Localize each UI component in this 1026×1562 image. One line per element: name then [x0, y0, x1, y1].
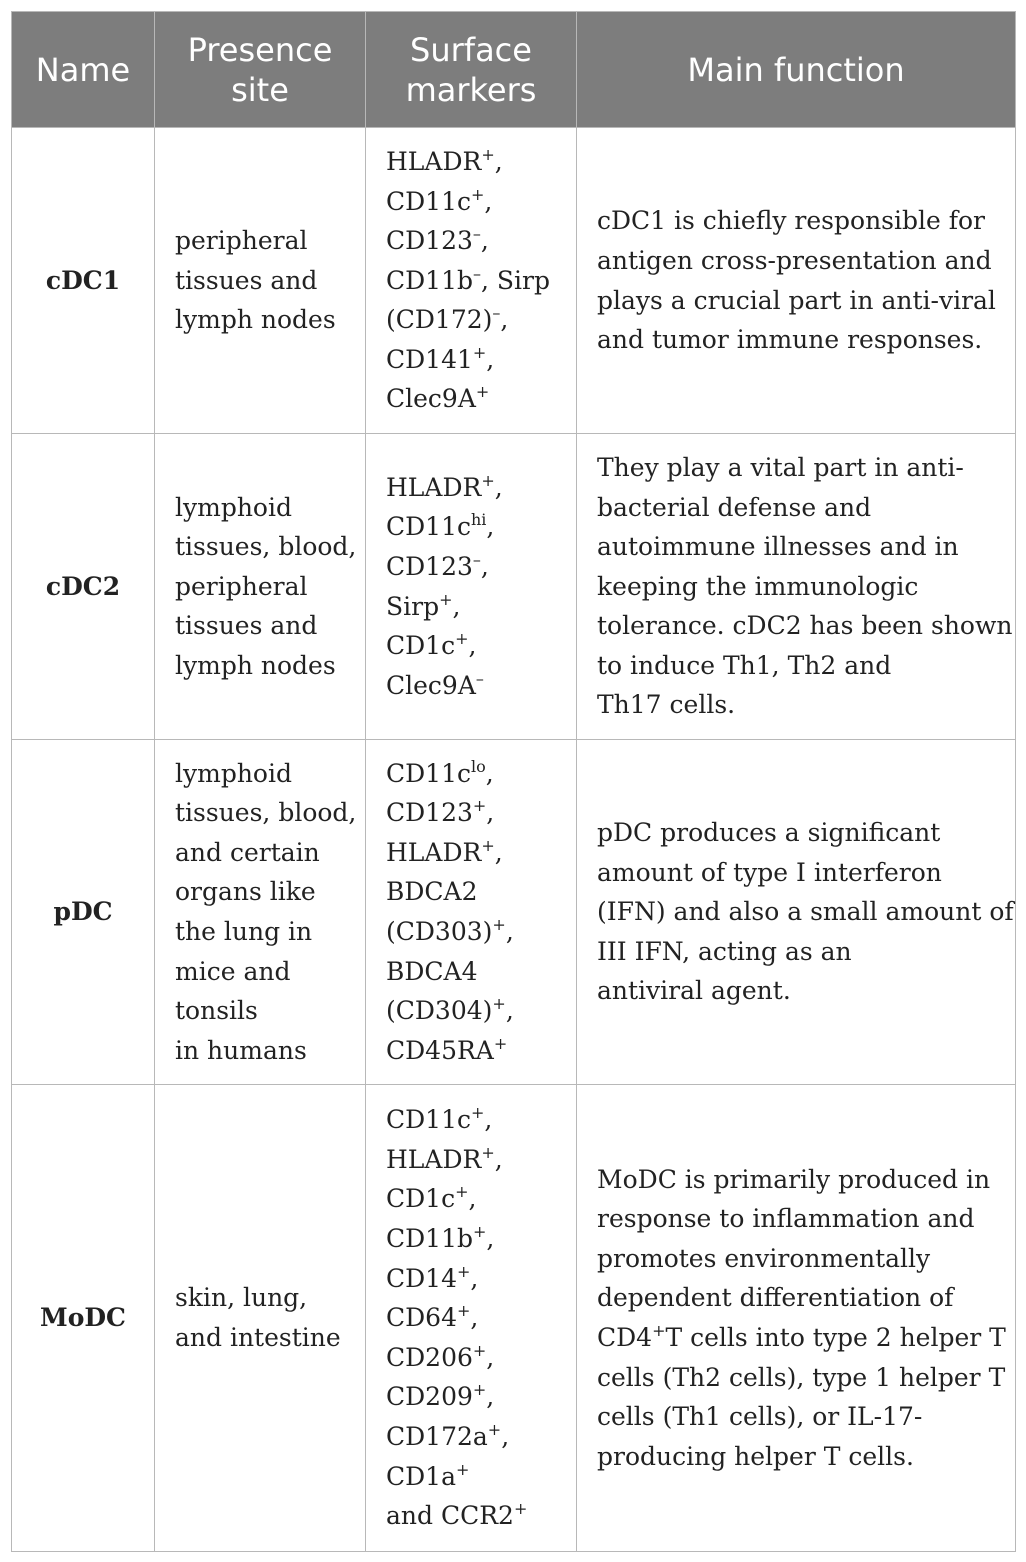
superscript: + [455, 1182, 469, 1202]
cell-line: CD209+, [386, 1380, 495, 1412]
cell-surface-markers [366, 1085, 577, 1552]
cell-surface-markers [366, 740, 577, 1085]
superscript: + [473, 1222, 487, 1242]
cell-line: CD123+, [386, 796, 495, 828]
cell-line: CD1a+ [386, 1459, 470, 1491]
cell-line: CD141+, [386, 342, 495, 374]
cell-line: CD45RA+ [386, 1033, 508, 1065]
cell-line: plays a crucial part in anti-viral [597, 285, 996, 315]
cell-line: CD4+T cells into type 2 helper T [597, 1321, 1006, 1352]
table-row [12, 128, 1016, 434]
cell-line: lymphoid [175, 492, 292, 522]
table-row [12, 1085, 1016, 1552]
cell-line: bacterial defense and [597, 492, 872, 522]
cell-line: CD172a+, [386, 1419, 510, 1451]
cell-name: MoDC [12, 1085, 155, 1552]
cell-line: cells (Th1 cells), or IL-17- [597, 1402, 923, 1432]
cell-line: cDC1 is chiefly responsible for [597, 206, 985, 236]
cell-line: and certain [175, 837, 320, 867]
cell-name: cDC2 [12, 434, 155, 740]
cell-line: HLADR+, [386, 144, 503, 176]
header-main-function [577, 12, 1016, 128]
cell-main-function [577, 434, 1016, 740]
cell-line: They play a vital part in anti- [597, 452, 964, 482]
cell-line: Sirp+, [386, 589, 461, 621]
superscript: + [481, 1142, 495, 1162]
superscript: – [475, 668, 484, 688]
header-surface-markers [366, 12, 577, 128]
cell-line: HLADR+, [386, 470, 503, 502]
cell-line: Clec9A+ [386, 382, 490, 414]
cell-line: CD123–, [386, 224, 489, 256]
superscript: + [492, 994, 506, 1014]
cell-line: CD1c+, [386, 1182, 477, 1214]
cell-line: Presence [187, 30, 333, 69]
cell-line: keeping the immunologic [597, 571, 919, 601]
superscript: + [472, 1340, 487, 1360]
cell-line: Main function [687, 50, 905, 89]
cell-line: producing helper T cells. [597, 1441, 914, 1471]
cell-line: CD123–, [386, 549, 489, 581]
cell-surface-markers [366, 128, 577, 434]
cell-name: pDC [12, 740, 155, 1085]
superscript: + [481, 835, 495, 855]
cell-name: cDC1 [12, 128, 155, 434]
cell-line: HLADR+, [386, 835, 503, 867]
superscript: + [472, 1380, 487, 1400]
cell-line: CD11c+, [386, 184, 493, 216]
cell-line: Clec9A– [386, 668, 484, 700]
cell-line: tolerance. cDC2 has been shown [597, 611, 1013, 641]
cell-line: markers [405, 70, 537, 109]
cell-line: CD11b–, Sirp [386, 263, 550, 295]
cell-line: dependent differentiation of [597, 1283, 954, 1313]
superscript: + [472, 342, 487, 362]
cell-line: promotes environmentally [597, 1243, 931, 1273]
header-name [12, 12, 155, 128]
cell-line: lymphoid [175, 758, 292, 788]
superscript: + [652, 1321, 666, 1340]
cell-line: pDC produces a significant [597, 818, 941, 848]
cell-line: MoDC is primarily produced in [597, 1164, 991, 1194]
cell-line: CD14+, [386, 1261, 479, 1293]
cell-line: tissues and [175, 611, 318, 641]
cell-line: the lung in [175, 917, 313, 946]
cell-line: antigen cross-presentation and [597, 245, 992, 275]
cell-line: organs like [175, 877, 316, 907]
cell-line: to induce Th1, Th2 and [597, 650, 892, 680]
superscript: + [471, 184, 485, 204]
superscript: – [473, 263, 481, 283]
cell-main-function [577, 740, 1016, 1085]
cell-line: Th17 cells. [597, 690, 736, 720]
cell-line: (CD304)+, [386, 994, 514, 1026]
cell-main-function [577, 1085, 1016, 1552]
cell-presence-site [155, 740, 366, 1085]
cell-line: Name [35, 50, 131, 89]
cell-line: HLADR+, [386, 1142, 503, 1174]
cell-line: peripheral [175, 571, 308, 601]
cell-line: antiviral agent. [597, 976, 791, 1006]
cell-line: response to inflammation and [597, 1204, 975, 1234]
cell-presence-site [155, 1085, 366, 1552]
cell-line: CD1c+, [386, 629, 477, 661]
superscript: + [455, 1459, 470, 1479]
cell-line: peripheral [175, 226, 308, 256]
superscript: + [513, 1499, 528, 1519]
table-row [12, 740, 1016, 1085]
superscript: + [481, 144, 495, 164]
cell-line: (IFN) and also a small amount of [597, 897, 1014, 927]
cell-line: tissues and [175, 265, 318, 295]
superscript: + [481, 470, 495, 490]
superscript: – [472, 549, 481, 569]
cell-line: in humans [175, 1035, 307, 1065]
cell-line: and intestine [175, 1323, 341, 1352]
superscript: – [472, 224, 481, 244]
cell-line: tissues, blood, [175, 532, 357, 562]
cell-line: skin, lung, [175, 1283, 308, 1313]
cell-line: Surface [410, 30, 532, 69]
superscript: lo [471, 756, 486, 776]
superscript: + [493, 1033, 508, 1053]
superscript: hi [471, 510, 487, 530]
superscript: + [456, 1301, 471, 1321]
cell-line: amount of type I interferon [597, 857, 942, 887]
superscript: + [439, 589, 453, 609]
cell-line: BDCA4 [386, 956, 478, 986]
superscript: + [472, 796, 487, 816]
superscript: – [492, 303, 501, 323]
cell-line: CD11c+, [386, 1103, 493, 1135]
cell-line: BDCA2 [386, 877, 478, 907]
cell-line: CD11b+, [386, 1222, 495, 1254]
cell-line: lymph nodes [175, 650, 336, 680]
cell-line: site [231, 70, 289, 109]
cell-line: CD64+, [386, 1301, 479, 1333]
superscript: + [487, 1419, 502, 1439]
cell-line: autoimmune illnesses and in [597, 532, 959, 562]
cell-line: tissues, blood, [175, 798, 357, 828]
table-row [12, 434, 1016, 740]
cell-line: lymph nodes [175, 305, 336, 335]
superscript: + [455, 629, 469, 649]
cell-line: cells (Th2 cells), type 1 helper T [597, 1362, 1006, 1392]
dendritic-cell-subsets-table [11, 11, 1016, 1552]
superscript: + [471, 1103, 485, 1123]
cell-line: mice and [175, 956, 291, 986]
cell-line: $CD11c^{hi}$, [386, 510, 495, 542]
superscript: + [475, 382, 490, 402]
cell-presence-site [155, 128, 366, 434]
cell-line: $CD11c^{lo}$, [386, 756, 494, 788]
cell-line: and tumor immune responses. [597, 325, 983, 355]
header-presence-site [155, 12, 366, 128]
superscript: + [456, 1261, 471, 1281]
cell-presence-site [155, 434, 366, 740]
cell-line: CD206+, [386, 1340, 495, 1372]
cell-main-function [577, 128, 1016, 434]
cell-line: (CD303)+, [386, 915, 514, 946]
cell-line: and CCR2+ [386, 1499, 528, 1531]
superscript: + [492, 915, 506, 934]
header-row [12, 12, 1016, 128]
cell-line: (CD172)–, [386, 303, 509, 335]
cell-line: tonsils [175, 996, 258, 1026]
cell-surface-markers [366, 434, 577, 740]
cell-line: III IFN, acting as an [597, 936, 852, 966]
